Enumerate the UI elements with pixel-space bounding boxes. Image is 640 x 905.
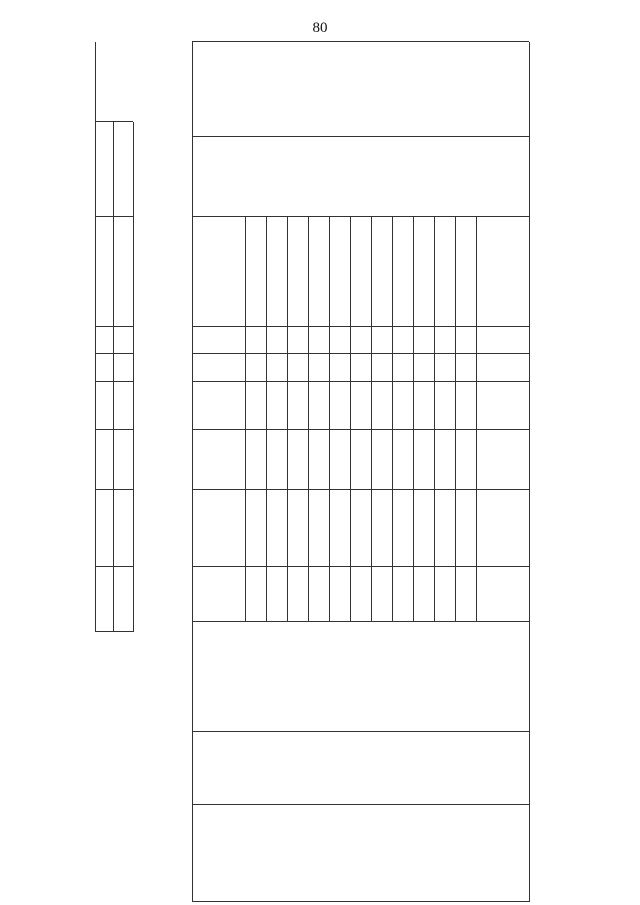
table-rule: [392, 217, 393, 622]
table-rule: [95, 353, 133, 354]
table-rule: [329, 217, 330, 622]
table-rule: [95, 566, 133, 567]
table-rule: [95, 121, 133, 122]
table-rule: [192, 621, 529, 622]
table-rule: [133, 122, 134, 632]
table-rule: [95, 216, 133, 217]
table-rule: [455, 217, 456, 622]
table-rule: [192, 42, 193, 902]
table-rule: [245, 217, 246, 622]
table-rule: [113, 122, 114, 632]
table-rule: [95, 429, 133, 430]
table-rule: [95, 326, 133, 327]
rotated-table-page: [92, 42, 542, 902]
page-number: 80: [312, 20, 328, 36]
table-rule: [413, 217, 414, 622]
table-rule: [192, 489, 529, 490]
table-rule: [95, 42, 96, 632]
table-rule: [192, 381, 529, 382]
table-rule: [192, 41, 529, 42]
table-rule: [287, 217, 288, 622]
table-rule: [371, 217, 372, 622]
table-rule: [266, 217, 267, 622]
table-rule: [95, 381, 133, 382]
table-rule: [192, 731, 529, 732]
table-rule: [192, 804, 529, 805]
table-rule: [192, 136, 529, 137]
table-rule: [192, 326, 529, 327]
table-rule: [192, 353, 529, 354]
table-rule: [192, 901, 529, 902]
table-rule: [434, 217, 435, 622]
table-rule: [529, 42, 530, 902]
table-rule: [192, 429, 529, 430]
table-rule: [308, 217, 309, 622]
table-rule: [476, 217, 477, 622]
table-rule: [350, 217, 351, 622]
table-rule: [192, 566, 529, 567]
table-rule: [95, 631, 133, 632]
table-rule: [192, 216, 529, 217]
table-rule: [95, 489, 133, 490]
